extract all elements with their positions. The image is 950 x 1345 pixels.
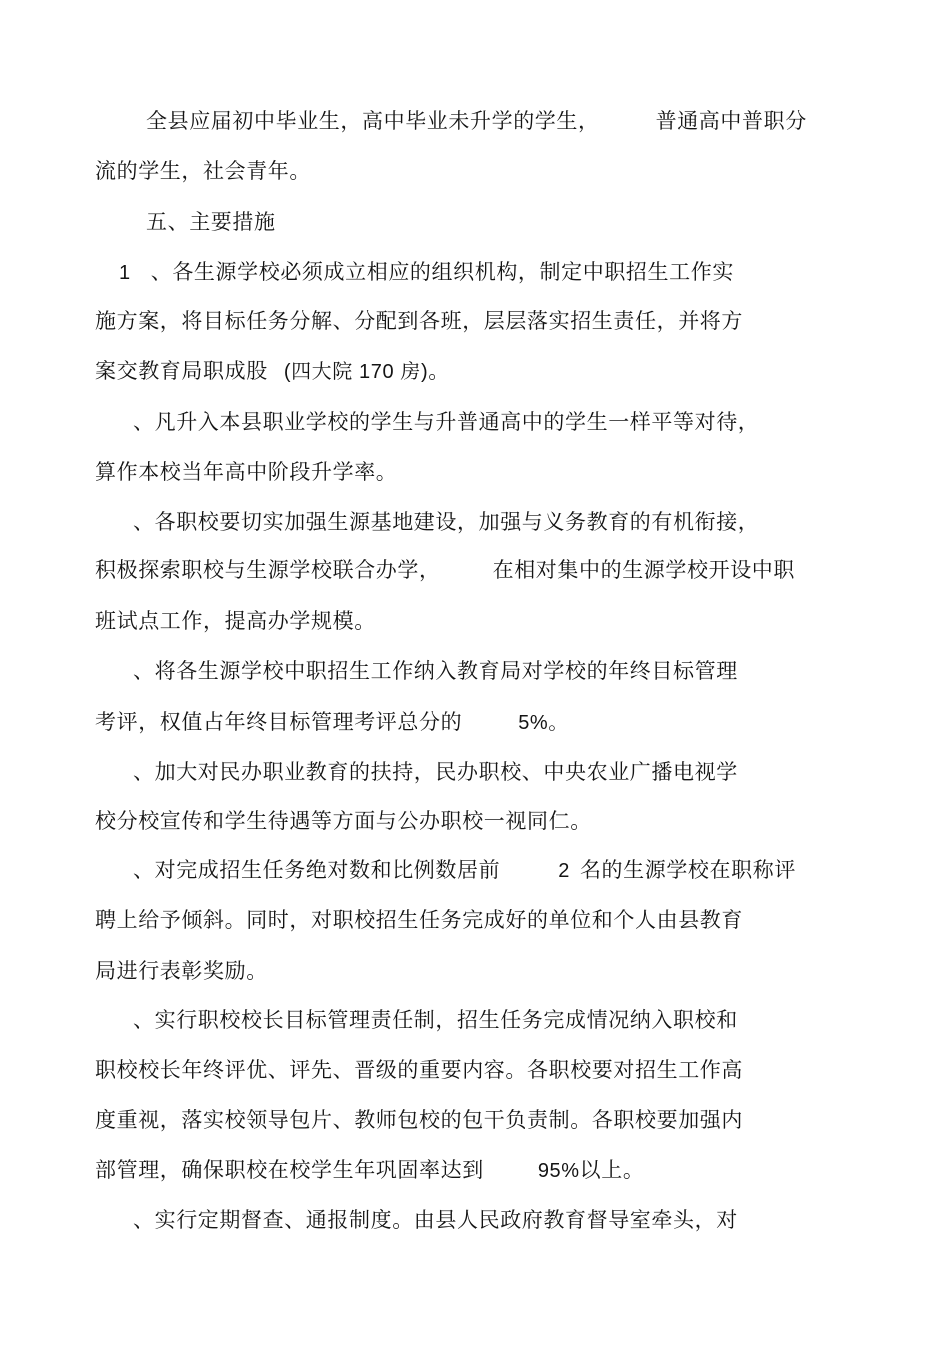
text-line-15-part-a: 校分校宣传和学生待遇等方面与公办职校一视同仁。 — [95, 809, 592, 833]
text-line-2-part-a: 流的学生，社会青年。 — [95, 159, 311, 183]
text-line-17-part-a: 聘上给予倾斜。同时，对职校招生任务完成好的单位和个人由县教育 — [95, 908, 743, 932]
text-line-16-part-a: 、对完成招生任务绝对数和比例数居前 — [133, 858, 501, 882]
text-line-12-part-a: 、将各生源学校中职招生工作纳入教育局对学校的年终目标管理 — [133, 659, 738, 683]
text-line-16-part-b: 名的生源学校在职称评 — [579, 858, 796, 882]
text-line-21 — [95, 1105, 743, 1135]
text-line-20-part-a: 职校校长年终评优、评先、晋级的重要内容。各职校要对招生工作高 — [95, 1058, 743, 1082]
section-heading-text: 五、主要措施 — [146, 210, 276, 234]
text-line-14 — [133, 757, 738, 787]
text-line-7-part-a: 、凡升入本县职业学校的学生与升普通高中的学生一样平等对待， — [133, 410, 760, 434]
text-line-6-address: (四大院 170 房) — [283, 361, 429, 383]
text-line-9 — [133, 507, 759, 537]
text-line-2 — [95, 156, 311, 186]
text-line-1-part-a: 全县应届初中毕业生，高中毕业未升学的学生， — [146, 109, 600, 133]
text-line-22-part-b: 以上。 — [579, 1158, 645, 1182]
text-line-11-part-a: 班试点工作，提高办学规模。 — [95, 609, 376, 633]
retention-percent: 95% — [537, 1160, 580, 1182]
text-line-18-part-a: 局进行表彰奖励。 — [95, 959, 268, 983]
text-line-19 — [133, 1005, 738, 1035]
text-line-1-part-b: 普通高中普职分 — [655, 109, 807, 133]
text-line-20 — [95, 1055, 743, 1085]
text-line-22 — [95, 1155, 644, 1185]
text-line-12 — [133, 656, 738, 686]
text-line-5 — [95, 306, 743, 336]
text-line-8-part-a: 算作本校当年高中阶段升学率。 — [95, 460, 398, 484]
text-line-23 — [133, 1205, 738, 1235]
text-line-23-part-a: 、实行定期督查、通报制度。由县人民政府教育督导室牵头，对 — [133, 1208, 738, 1232]
text-line-13-part-a: 考评，权值占年终目标管理考评总分的 — [95, 710, 463, 734]
text-line-10-part-a: 积极探索职校与生源学校联合办学， — [95, 558, 441, 582]
text-line-6-part-b: 。 — [428, 359, 450, 383]
text-line-13 — [95, 707, 569, 737]
text-line-21-part-a: 度重视，落实校领导包片、教师包校的包干负责制。各职校要加强内 — [95, 1108, 743, 1132]
item-number: 1 — [119, 262, 131, 284]
section-heading — [146, 207, 276, 237]
text-line-9-part-a: 、各职校要切实加强生源基地建设，加强与义务教育的有机衔接， — [133, 510, 760, 534]
text-line-4-part-a: 、各生源学校必须成立相应的组织机构，制定中职招生工作实 — [150, 260, 734, 284]
weight-percent: 5%。 — [518, 712, 569, 734]
text-line-22-part-a: 部管理，确保职校在校学生年巩固率达到 — [95, 1158, 484, 1182]
text-line-10-part-b: 在相对集中的生源学校开设中职 — [492, 558, 796, 582]
text-line-11 — [95, 606, 376, 636]
text-line-6 — [95, 356, 450, 386]
text-line-10 — [95, 555, 795, 585]
text-line-19-part-a: 、实行职校校长目标管理责任制，招生任务完成情况纳入职校和 — [133, 1008, 738, 1032]
text-line-1 — [146, 106, 807, 136]
text-line-18 — [95, 956, 268, 986]
text-line-6-part-a: 案交教育局职成股 — [95, 359, 268, 383]
text-line-4 — [119, 257, 734, 287]
rank-number: 2 — [558, 860, 570, 882]
text-line-8 — [95, 457, 397, 487]
text-line-17 — [95, 905, 743, 935]
text-line-15 — [95, 806, 592, 836]
text-line-14-part-a: 、加大对民办职业教育的扶持，民办职校、中央农业广播电视学 — [133, 760, 738, 784]
text-line-16 — [133, 855, 796, 885]
text-line-7 — [133, 407, 759, 437]
text-line-5-part-a: 施方案，将目标任务分解、分配到各班，层层落实招生责任，并将方 — [95, 309, 743, 333]
